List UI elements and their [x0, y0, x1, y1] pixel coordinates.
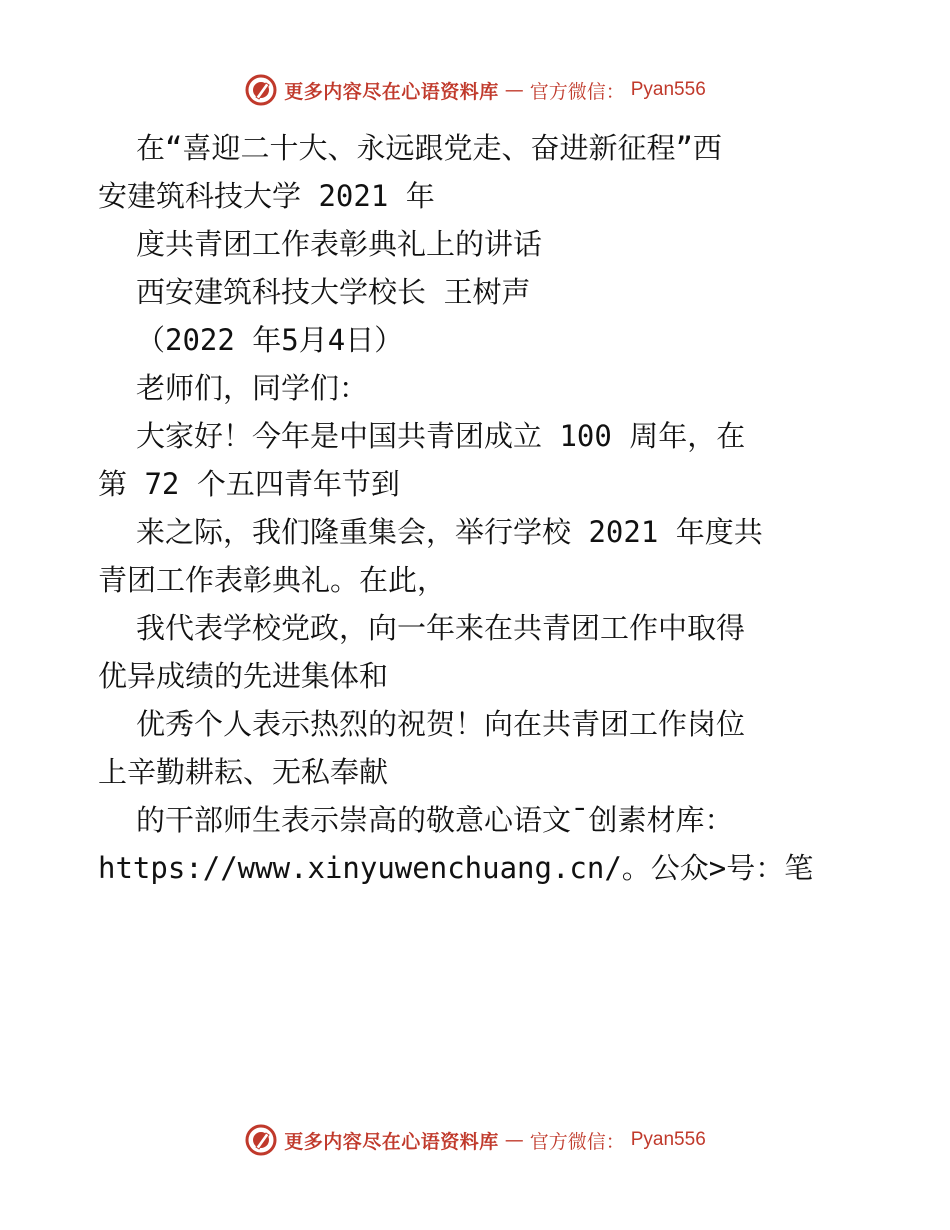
banner-wechat-label: 官方微信：	[529, 80, 625, 103]
text-line: 安建筑科技大学 2021 年	[98, 179, 435, 213]
pen-logo-icon	[244, 73, 278, 107]
banner-slogan: 更多内容尽在心语资料库	[284, 80, 499, 103]
text-line: 在“喜迎二十大、永远跟党走、奋进新征程”西	[136, 131, 722, 165]
banner-dash: —	[504, 1129, 524, 1151]
text-line: 来之际，我们隆重集会，举行学校 2021 年度共	[136, 515, 763, 549]
banner-wechat-id: Pyan556	[630, 1129, 706, 1150]
footer-banner	[0, 1123, 950, 1157]
document-body	[98, 124, 858, 892]
text-line: 大家好！今年是中国共青团成立 100 周年，在	[136, 419, 746, 453]
text-line: 优异成绩的先进集体和	[98, 659, 389, 693]
text-line: 优秀个人表示热烈的祝贺！向在共青团工作岗位	[136, 707, 746, 741]
text-line: https://www.xinyuwenchuang.cn/。公众>号：笔	[98, 851, 814, 885]
banner-wechat-label: 官方微信：	[529, 1130, 625, 1153]
text-line: 的干部师生表示崇高的敬意心语文¯创素材库：	[136, 803, 734, 837]
banner-slogan: 更多内容尽在心语资料库	[284, 1130, 499, 1153]
text-line: 西安建筑科技大学校长 王树声	[136, 275, 531, 309]
pen-logo-icon	[244, 1123, 278, 1157]
banner-wechat-id: Pyan556	[630, 79, 706, 100]
header-banner	[0, 73, 950, 107]
text-line: 我代表学校党政，向一年来在共青团工作中取得	[136, 611, 746, 645]
text-line: 度共青团工作表彰典礼上的讲话	[136, 227, 543, 261]
text-line: 第 72 个五四青年节到	[98, 467, 400, 501]
text-line: 上辛勤耕耘、无私奉献	[98, 755, 389, 789]
text-line: 青团工作表彰典礼。在此，	[98, 563, 447, 597]
text-line: 老师们，同学们：	[136, 371, 369, 405]
banner-dash: —	[504, 79, 524, 101]
text-line: （2022 年5月4日）	[136, 323, 404, 357]
